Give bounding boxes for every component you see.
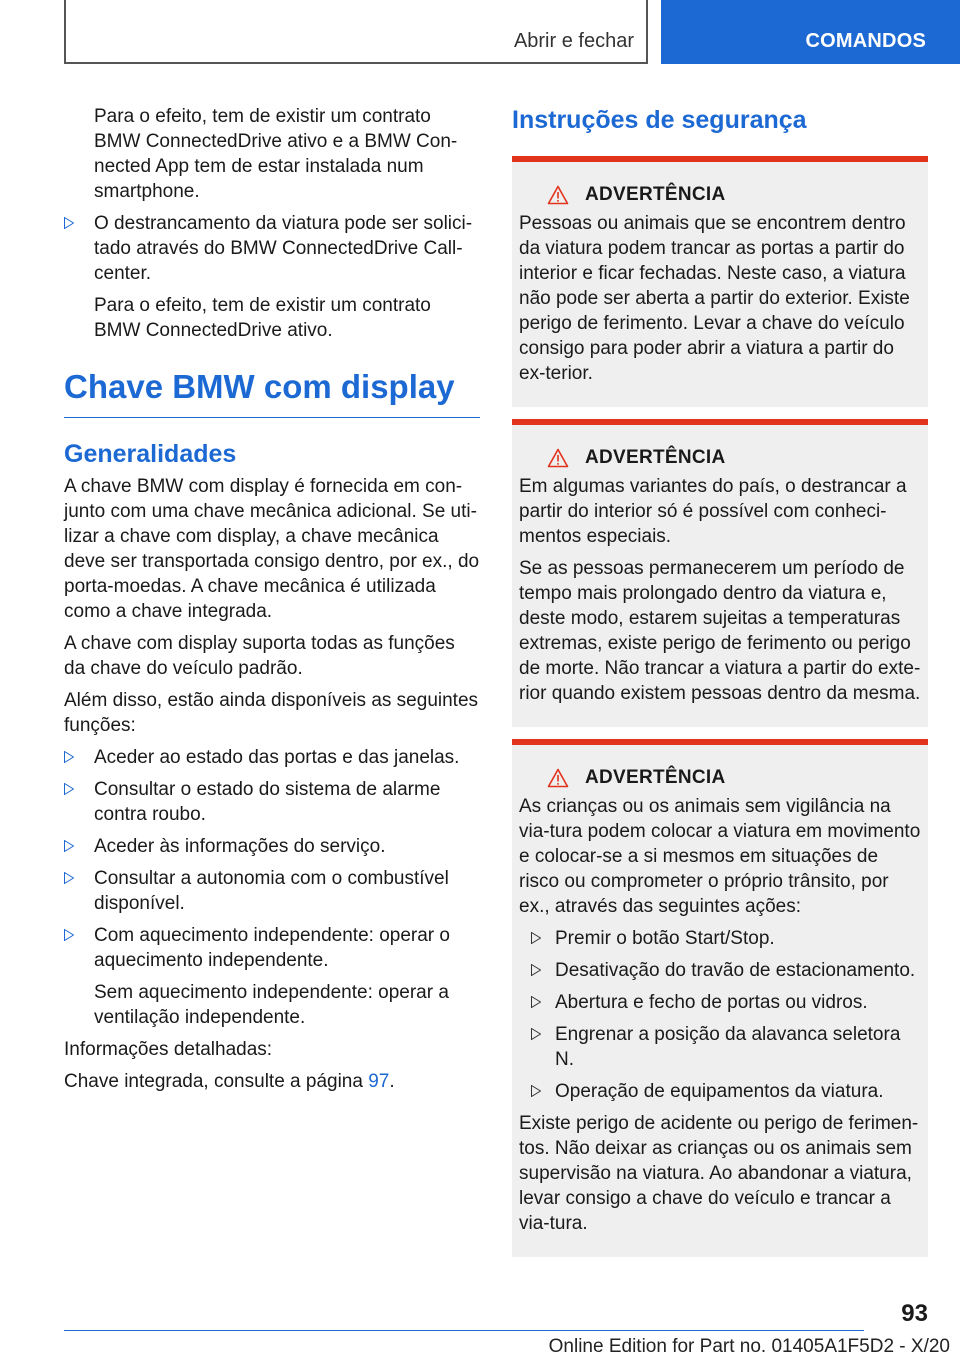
left-column [64,104,480,1101]
header-section-title: Abrir e fechar [513,30,634,52]
list-item-text: Desativação do travão de estacionamento. [555,960,916,981]
warning-box [512,156,928,407]
list-item-text: O destrancamento da viatura pode ser solici-tado através do BMW ConnectedDrive Call-center. [94,213,473,284]
list-item [64,834,480,859]
bullet-triangle-icon [531,932,541,944]
list-item-text: Aceder ao estado das portas e das janelas. [94,747,460,768]
list-item-text: Aceder às informações do serviço. [94,836,386,857]
safety-heading: Instruções de segurança [512,106,807,134]
bullet-triangle-icon [64,217,74,229]
list-item-text: Com aquecimento independente: operar o aquecimento independente. [94,925,450,971]
bullet-triangle-icon [64,751,74,763]
footer-divider [64,1330,864,1331]
warning-text: As crianças ou os animais sem vigilância na via-tura podem colocar a viatura em movimento e colocar-se a si mesmos em situações de risco ou comprometer o próprio trânsito, por ex., através das seguintes ações: [519,796,921,917]
warning-title [547,445,921,470]
intro-paragraph-2: Para o efeito, tem de existir um contrato BMW ConnectedDrive ativo. [94,295,431,341]
warning-text: Pessoas ou animais que se encontrem dentro da viatura podem trancar as portas a partir do interior e ficar fechadas. Neste caso, a viatura não pode ser aberta a partir do exterior. Existe perigo de ferimento. Levar a chave do veículo consigo para poder abrir a viatura a partir do ex-terior. [519,213,910,384]
warning-title [547,765,921,790]
subsection-heading: Generalidades [64,440,237,468]
list-item [519,990,921,1015]
header-chapter-title: COMANDOS [805,30,926,52]
body-paragraph: Além disso, estão ainda disponíveis as seguintes funções: [64,690,479,736]
details-text: Chave integrada, consulte a página [64,1071,363,1092]
details-end: . [389,1071,395,1092]
bullet-triangle-icon [531,996,541,1008]
bullet-triangle-icon [64,840,74,852]
body-paragraph: A chave com display suporta todas as funções da chave do veículo padrão. [64,633,455,679]
list-item-text: Abertura e fecho de portas ou vidros. [555,992,868,1013]
warning-title [547,182,921,207]
page-number: 93 [901,1300,928,1327]
list-item [519,958,921,983]
warning-text: Se as pessoas permanecerem um período de tempo mais prolongado dentro da viatura e, deste modo, estarem sujeitas a temperaturas extremas, existe perigo de ferimento ou perigo de morte. Não trancar a viatura a partir do exte-rior quando existem pessoas dentro da mesma. [519,558,921,704]
warning-label: ADVERTÊNCIA [585,767,726,788]
list-item [64,745,480,770]
warning-text: Existe perigo de acidente ou perigo de ferimen-tos. Não deixar as crianças ou os animais sem supervisão na viatura. Ao abandonar a viatura, levar consigo a chave do veículo e trancar a via-tura. [519,1113,919,1234]
list-item [64,866,480,916]
header-chapter-tab [661,0,960,64]
details-label: Informações detalhadas: [64,1039,273,1060]
header-section-box [64,0,648,64]
list-item [519,926,921,951]
list-item [64,777,480,827]
list-item-text: Consultar a autonomia com o combustível disponível. [94,868,449,914]
intro-paragraph-1: Para o efeito, tem de existir um contrato BMW ConnectedDrive ativo e a BMW Con-nected App tem de estar instalada num smartphone. [94,106,458,202]
list-item-text: Engrenar a posição da alavanca seletora N. [555,1024,901,1070]
bullet-triangle-icon [531,964,541,976]
warning-box [512,739,928,1257]
bullet-triangle-icon [531,1028,541,1040]
page-reference-link[interactable]: 97 [368,1071,390,1092]
list-item [64,211,480,286]
bullet-triangle-icon [64,872,74,884]
warning-label: ADVERTÊNCIA [585,184,726,205]
section-heading: Chave BMW com display [64,367,480,418]
warning-box [512,419,928,727]
bullet-triangle-icon [531,1085,541,1097]
bullet-triangle-icon [64,783,74,795]
list-note: Sem aquecimento independente: operar a ventilação independente. [94,982,449,1028]
bullet-triangle-icon [64,929,74,941]
list-item-text: Premir o botão Start/Stop. [555,928,775,949]
warning-label: ADVERTÊNCIA [585,447,726,468]
details-line [64,1069,480,1094]
right-column [512,104,928,1269]
list-item-text: Consultar o estado do sistema de alarme contra roubo. [94,779,441,825]
body-paragraph: A chave BMW com display é fornecida em con-junto com uma chave mecânica adicional. Se uti-lizar a chave com display, a chave mecânica deve ser transportada consigo dentro, por ex., do porta-moedas. A chave mecânica é utilizada como a chave integrada. [64,476,480,622]
list-item [519,1022,921,1072]
warning-text: Em algumas variantes do país, o destrancar a partir do interior só é possível com conheci-mentos especiais. [519,476,907,547]
footer-edition: Online Edition for Part no. 01405A1F5D2 - X/20 [548,1336,950,1357]
warning-triangle-icon [547,448,569,468]
warning-triangle-icon [547,185,569,205]
list-item-text: Operação de equipamentos da viatura. [555,1081,884,1102]
warning-triangle-icon [547,768,569,788]
list-item [519,1079,921,1104]
list-item [64,923,480,973]
